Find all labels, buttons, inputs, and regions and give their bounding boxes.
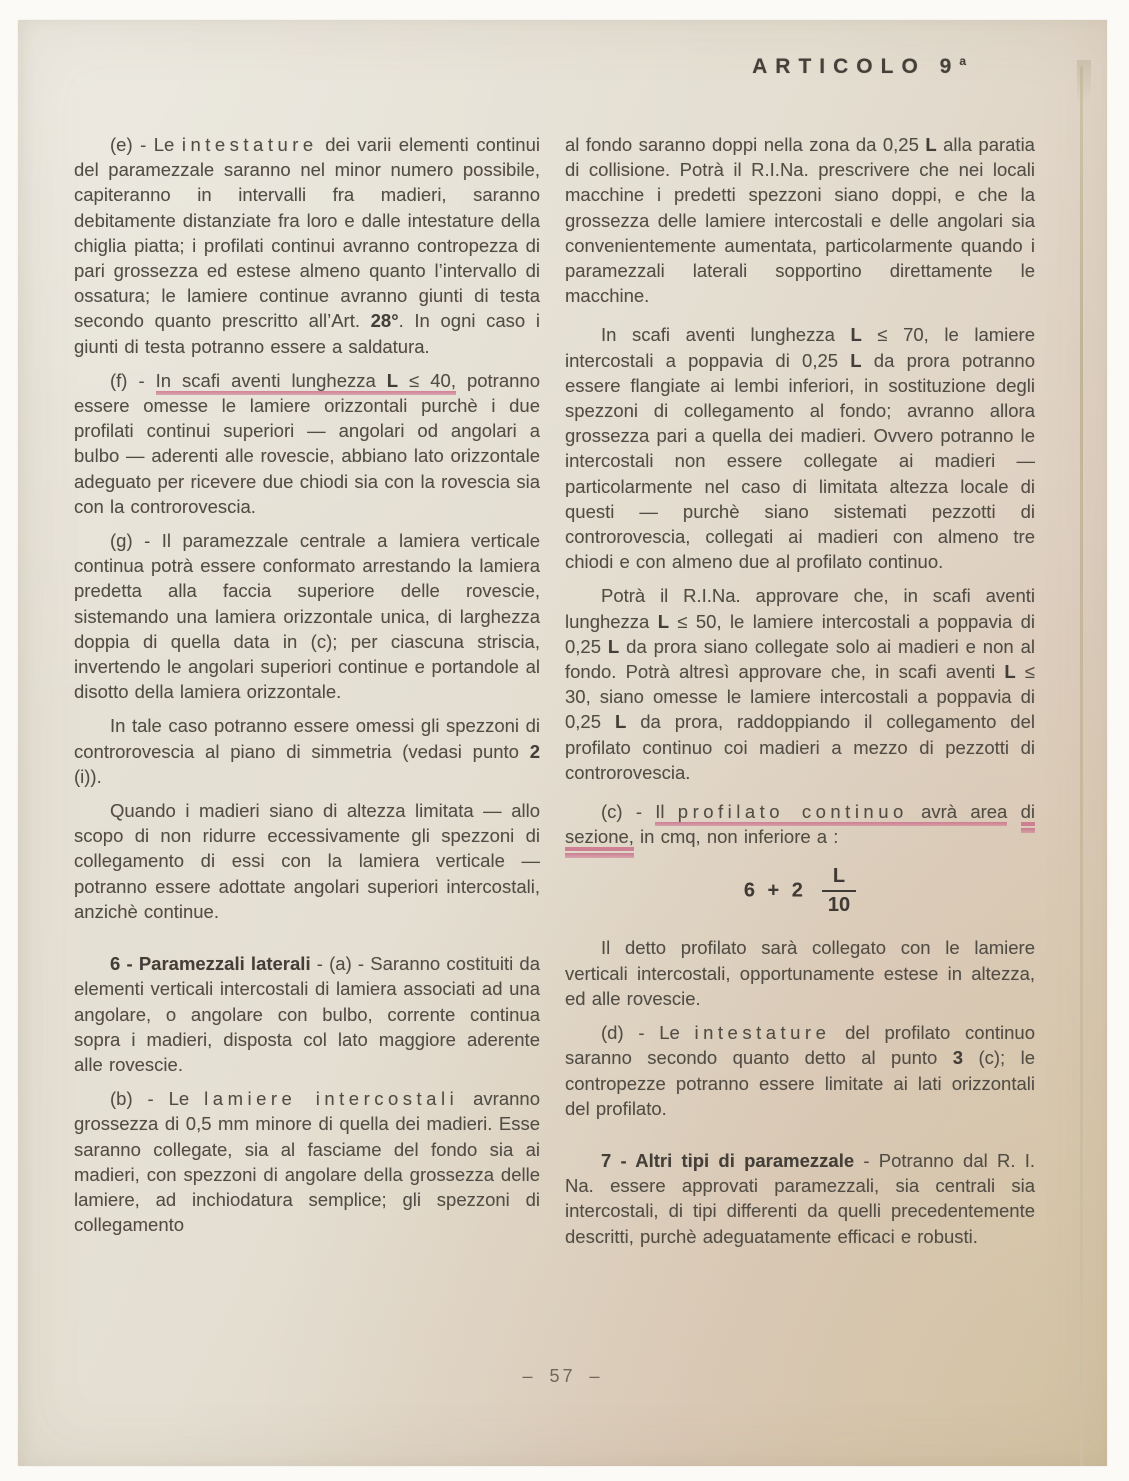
text-run: ≤ 70, le lamiere intercostali a poppavia di 0,25 xyxy=(565,324,1035,371)
formula-prefix: 6 + 2 xyxy=(743,879,806,902)
text-run: in cmq, non inferiore a : xyxy=(633,826,839,848)
text-run: Quando i madieri siano di altezza limitata — allo scopo di non ridurre eccessivamente gli spezzoni di collegamento di essi con la lamiera verticale — potranno essere adottate angolari superiori intercostali, anzichè continue. xyxy=(74,800,540,922)
text-run: avranno grossezza di 0,5 mm minore di quella dei madieri. Esse saranno collegate, sia al fasciame del fondo sia ai madieri, con spezzoni di angolare della grossezza delle lamiere, ad inchiodatura semplice; gli spezzoni di collegamento xyxy=(74,1088,540,1236)
text-run: ≤ 50, le lamiere intercostali a poppavia di 0,25 xyxy=(565,610,1035,657)
paragraph xyxy=(74,528,540,704)
text-run: (e) - Le xyxy=(110,134,182,155)
paragraph xyxy=(74,1086,540,1237)
text-run xyxy=(1007,801,1020,822)
document-page xyxy=(18,20,1107,1466)
text-run: intestature xyxy=(181,134,318,155)
paragraph xyxy=(74,951,540,1077)
formula xyxy=(565,865,1035,917)
paragraph xyxy=(565,1148,1035,1249)
text-run: alla paratia di collisione. Potrà il R.I.Na. prescrivere che nei locali macchine i predetti spezzoni siano doppi, e che la grossezza delle lamiere intercostali e delle angolari sia convenientemente aumentata, particolarmente quando i paramezzali laterali sopportino direttamente le macchine. xyxy=(565,134,1035,307)
pink-underlined-text: di sezione, xyxy=(565,801,1035,858)
paragraph xyxy=(565,322,1035,574)
text-run: L xyxy=(1004,661,1016,683)
text-run: L xyxy=(657,610,670,632)
text-run: 28° xyxy=(370,310,399,332)
paragraph xyxy=(74,368,540,519)
paragraph xyxy=(565,583,1035,785)
text-run: da prora siano collegate solo ai madieri e non al fondo. Potrà altresì approvare che, in scafi aventi xyxy=(565,635,1035,683)
fraction xyxy=(822,865,856,917)
text-run: . In ogni caso i giunti di testa potranno essere a saldatura. xyxy=(74,310,540,357)
text-run: In scafi aventi lunghezza xyxy=(601,324,851,346)
text-run: (i)). xyxy=(74,765,102,787)
paragraph xyxy=(565,132,1035,308)
pink-underlined-text: profilato continuo xyxy=(678,801,908,826)
paragraph xyxy=(565,935,1035,1011)
text-run: potranno essere omesse le lamiere orizzontali purchè i due profilati continui superiori — angolari od angolari a bulbo — aderenti alle rovescie, abbiano lato orizzontale adeguato per ricevere due chiodi sia con la rovescia sia con la controrovescia. xyxy=(74,369,540,517)
text-run: da prora potranno essere flangiate ai lembi inferiori, in sostituzione degli spezzoni di collegamento al fondo; avranno allora grossezza pari a quella dei madieri. Ovvero potranno le intercostali non essere collegate ai madieri — particolarmente nel caso di limitata altezza locale di questi — purchè siano sistemati pezzotti di controrovescia, collegati ai madieri con almeno tre chiodi e con almeno due al profilato continuo. xyxy=(565,349,1036,573)
text-run: L xyxy=(607,635,620,657)
text-run: 2 xyxy=(529,740,540,762)
paragraph xyxy=(74,798,540,924)
pink-underlined-text: In scafi aventi lunghezza xyxy=(156,370,387,395)
text-run: L xyxy=(925,134,937,155)
right-column xyxy=(565,132,1035,1258)
article-header xyxy=(752,54,967,79)
paragraph xyxy=(74,132,540,359)
fraction-numerator: L xyxy=(832,865,846,888)
text-run: 6 - Paramezzali laterali xyxy=(110,953,311,975)
text-run: al fondo saranno doppi nella zona da 0,25 xyxy=(565,134,926,155)
pink-underlined-text: L xyxy=(387,370,398,395)
text-run: L xyxy=(850,349,862,371)
pink-underlined-text: ≤ 40, xyxy=(398,370,456,395)
pink-underlined-text: Il xyxy=(655,801,678,826)
text-run: Potrà il R.I.Na. approvare che, in scafi aventi lunghezza xyxy=(565,585,1035,632)
article-header-text: ARTICOLO 9 xyxy=(752,55,960,78)
text-run: ≤ 30, siano omesse le lamiere intercostali a poppavia di 0,25 xyxy=(565,661,1035,733)
page-edge-crease xyxy=(1080,66,1083,1466)
left-column xyxy=(74,132,540,1246)
text-run: (b) - Le xyxy=(110,1088,205,1110)
text-run: (d) - Le xyxy=(601,1022,695,1044)
article-header-superscript: a xyxy=(959,54,967,68)
text-run: 3 xyxy=(952,1047,964,1069)
text-run: intestature xyxy=(694,1022,831,1044)
text-run: Il detto profilato sarà collegato con le lamiere verticali intercostali, opportunamente estese in altezza, ed alle rovescie. xyxy=(565,937,1035,1009)
fraction-denominator: 10 xyxy=(822,890,856,917)
pink-underlined-text: avrà area xyxy=(908,801,1008,826)
text-run: (f) - xyxy=(110,369,156,391)
text-run: dei varii elementi continui del paramezzale saranno nel minor numero possibile, capiteranno in intervalli fra madieri, saranno debitamente distanziate fra loro e dalle intestature della chiglia piatta; i profilati continui avranno contropezza di pari grossezza ed estese almeno quanto l’intervallo di ossatura; le lamiere continue avranno giunti di testa secondo quanto prescritto all’Art. xyxy=(74,134,540,332)
paragraph xyxy=(565,1020,1035,1121)
text-run: del profilato continuo saranno secondo quanto detto al punto xyxy=(565,1022,1035,1069)
text-run: lamiere intercostali xyxy=(204,1088,459,1110)
text-run: (g) - Il paramezzale centrale a lamiera verticale continua potrà essere conformato arrestando la lamiera predetta alla faccia superiore delle rovescie, sistemando una lamiera orizzontale unica, di larghezza doppia di quella data in (c); per ciascuna striscia, invertendo le angolari superiori continue e portandole al disotto della lamiera orizzontale. xyxy=(74,530,540,703)
paragraph xyxy=(565,799,1035,849)
text-run: (c); le contropezze potranno essere limitate ai lati orizzontali del profilato. xyxy=(565,1047,1035,1119)
text-run: da prora, raddoppiando il collegamento del profilato continuo coi madieri a mezzo di pezzotti di controrovescia. xyxy=(565,711,1035,783)
text-run: L xyxy=(850,324,862,346)
paragraph xyxy=(74,713,540,789)
page-corner-shadow xyxy=(1077,60,1091,120)
text-run: In tale caso potranno essere omessi gli spezzoni di controrovescia al piano di simmetria (vedasi punto xyxy=(74,715,540,762)
text-run: L xyxy=(614,711,627,733)
text-run: - Potranno dal R. I. Na. essere approvati paramezzali, sia centrali sia intercostali, di tipi differenti da quelli precedentemente descritti, purchè adeguatamente efficaci e robusti. xyxy=(565,1149,1035,1247)
page-number: – 57 – xyxy=(522,1366,603,1386)
text-run: - (a) - Saranno costituiti da elementi verticali intercostali di lamiera associati ad una angolare, o angolare con bulbo, corrente continua sopra i madieri, disposta col lato maggiore aderente alle rovescie. xyxy=(74,953,540,1075)
text-run: (c) - xyxy=(601,801,656,823)
text-run: 7 - Altri tipi di paramezzale xyxy=(601,1149,855,1171)
